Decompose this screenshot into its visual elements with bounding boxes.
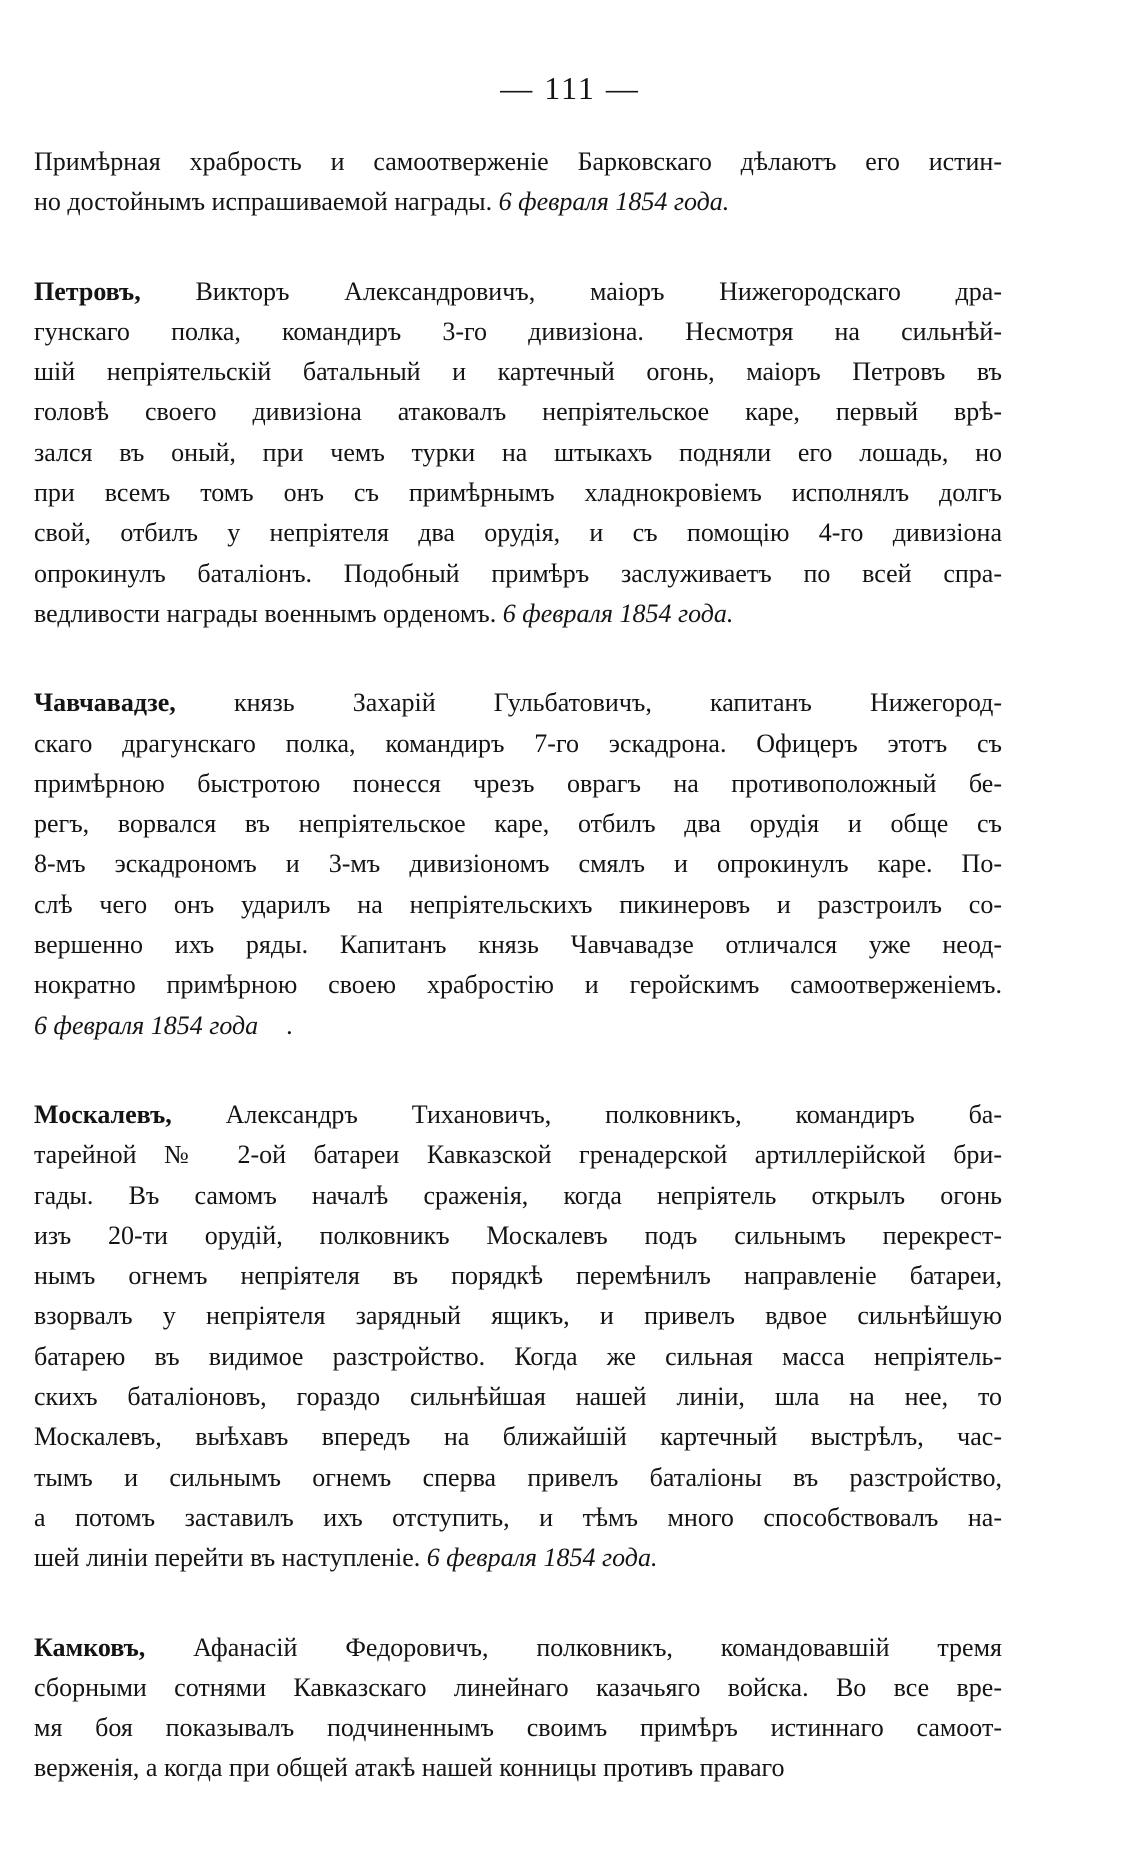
text-line (34, 1458, 1002, 1498)
text-line (34, 804, 1002, 844)
line-text: но достойнымъ испрашиваемой награды. (34, 187, 493, 217)
text-line (34, 594, 1002, 634)
line-text: изъ 20-ти орудій, полковникъ Москалевъ подъ сильнымъ перекрест- (34, 1220, 1002, 1250)
line-text: шей линіи перейти въ наступленіе. (34, 1543, 421, 1573)
text-line (34, 764, 1002, 804)
line-text: скихъ баталіоновъ, гораздо сильнѣйшая нашей линіи, шла на нее, то (34, 1382, 1002, 1412)
paragraph-gap (34, 1579, 1002, 1628)
line-text: верженія, а когда при общей атакѣ нашей конницы противъ праваго (34, 1753, 785, 1783)
person-name: Камковъ, (34, 1632, 146, 1662)
text-line (34, 1628, 1002, 1668)
line-text: тымъ и сильнымъ огнемъ сперва привелъ баталіоны въ разстройство, (34, 1462, 1002, 1492)
decree-date: 6 февраля 1854 года. (498, 187, 730, 217)
line-text: взорвалъ у непріятеля зарядный ящикъ, и привелъ вдвое сильнѣйшую (34, 1301, 1002, 1331)
paragraph-gap (34, 223, 1002, 272)
paragraph (34, 683, 1002, 1046)
line-text: Викторъ Александровичъ, маіоръ Нижегородскаго дра- (140, 276, 1002, 306)
page-body (34, 142, 1002, 1789)
line-text: тарейной № 2-ой батареи Кавказской гренадерской артиллерійской бри- (34, 1140, 1002, 1170)
line-text: при всемъ томъ онъ съ примѣрнымъ хладнокровіемъ исполнялъ долгъ (34, 478, 1002, 508)
paragraph (34, 1095, 1002, 1579)
person-name: Москалевъ, (34, 1099, 172, 1129)
line-text: а потомъ заставилъ ихъ отступить, и тѣмъ много способствовалъ на- (34, 1502, 1002, 1532)
text-line (34, 433, 1002, 473)
line-text: слѣ чего онъ ударилъ на непріятельскихъ пикинеровъ и разстроилъ со- (34, 889, 1002, 919)
person-name: Петровъ, (34, 276, 141, 306)
text-line (34, 1498, 1002, 1538)
line-text: сборными сотнями Кавказскаго линейнаго казачьяго войска. Во все вре- (34, 1672, 1002, 1702)
text-line (34, 1176, 1002, 1216)
text-line (34, 885, 1002, 925)
line-text: вершенно ихъ ряды. Капитанъ князь Чавчавадзе отличался уже неод- (34, 930, 1002, 960)
line-text: ведливости награды военнымъ орденомъ. (34, 598, 497, 628)
text-line (34, 272, 1002, 312)
line-text: зался въ оный, при чемъ турки на штыкахъ подняли его лошадь, но (34, 437, 1002, 467)
text-line (34, 1377, 1002, 1417)
page-number: — 111 — (500, 70, 640, 106)
paragraph (34, 272, 1002, 635)
line-text: гунскаго полка, командиръ 3-го дивизіона. Несмотря на сильнѣй- (34, 316, 1002, 346)
line-text: свой, отбилъ у непріятеля два орудія, и съ помощію 4-го дивизіона (34, 518, 1002, 548)
text-line (34, 1337, 1002, 1377)
text-line (34, 1748, 1002, 1788)
paragraph (34, 1628, 1002, 1789)
decree-date: 6 февраля 1854 года (34, 1010, 259, 1040)
text-line (34, 1095, 1002, 1135)
line-text: опрокинулъ баталіонъ. Подобный примѣръ заслуживаетъ по всей спра- (34, 558, 1002, 588)
line-text: шій непріятельскій батальный и картечный огонь, маіоръ Петровъ въ (34, 357, 1002, 387)
paragraph-gap (34, 1046, 1002, 1095)
line-text: Примѣрная храбрость и самоотверженіе Барковскаго дѣлаютъ его истин- (34, 147, 1002, 176)
text-line (34, 1538, 1002, 1578)
text-line (34, 1417, 1002, 1457)
text-line (34, 312, 1002, 352)
line-text: Афанасій Федоровичъ, полковникъ, командовавшій тремя (145, 1632, 1002, 1662)
person-name: Чавчавадзе, (34, 688, 176, 718)
text-line (34, 1668, 1002, 1708)
paragraph-gap (34, 634, 1002, 683)
text-line (34, 142, 1002, 182)
line-text: мя боя показывалъ подчиненнымъ своимъ примѣръ истиннаго самоот- (34, 1713, 1002, 1743)
stray-mark: . (286, 1010, 293, 1040)
text-line (34, 513, 1002, 553)
text-line (34, 1006, 1002, 1046)
text-line (34, 925, 1002, 965)
line-text: нымъ огнемъ непріятеля въ порядкѣ перемѣнилъ направленіе батареи, (34, 1261, 1002, 1291)
text-line (34, 1256, 1002, 1296)
text-line (34, 844, 1002, 884)
line-text: головѣ своего дивизіона атаковалъ непріятельское каре, первый врѣ- (34, 397, 1002, 427)
line-text: князь Захарій Гульбатовичъ, капитанъ Нижегород- (175, 688, 1002, 718)
text-line (34, 1216, 1002, 1256)
text-line (34, 965, 1002, 1005)
text-line (34, 683, 1002, 723)
decree-date: 6 февраля 1854 года. (502, 598, 734, 628)
text-line (34, 1296, 1002, 1336)
line-text: Александръ Тихановичъ, полковникъ, командиръ ба- (171, 1099, 1002, 1129)
text-line (34, 182, 1002, 222)
paragraph (34, 142, 1002, 223)
text-line (34, 392, 1002, 432)
text-line (34, 1708, 1002, 1748)
decree-date: 6 февраля 1854 года. (426, 1543, 658, 1573)
text-line (34, 352, 1002, 392)
text-line (34, 473, 1002, 513)
text-line (34, 554, 1002, 594)
line-text: гады. Въ самомъ началѣ сраженія, когда непріятель открылъ огонь (34, 1180, 1002, 1210)
line-text: скаго драгунскаго полка, командиръ 7-го эскадрона. Офицеръ этотъ съ (34, 728, 1002, 758)
line-text: нократно примѣрною своею храбростію и геройскимъ самоотверженіемъ. (34, 970, 1002, 1000)
line-text: примѣрною быстротою понесся чрезъ оврагъ на противоположный бе- (34, 768, 1002, 798)
text-line (34, 1135, 1002, 1175)
line-text: регъ, ворвался въ непріятельское каре, отбилъ два орудія и обще съ (34, 809, 1002, 839)
line-text: батарею въ видимое разстройство. Когда же сильная масса непріятель- (34, 1341, 1002, 1371)
line-text: Москалевъ, выѣхавъ впередъ на ближайшій картечный выстрѣлъ, час- (34, 1422, 1002, 1452)
text-line (34, 724, 1002, 764)
line-text: 8-мъ эскадрономъ и 3-мъ дивизіономъ смялъ и опрокинулъ каре. По- (34, 849, 1002, 879)
